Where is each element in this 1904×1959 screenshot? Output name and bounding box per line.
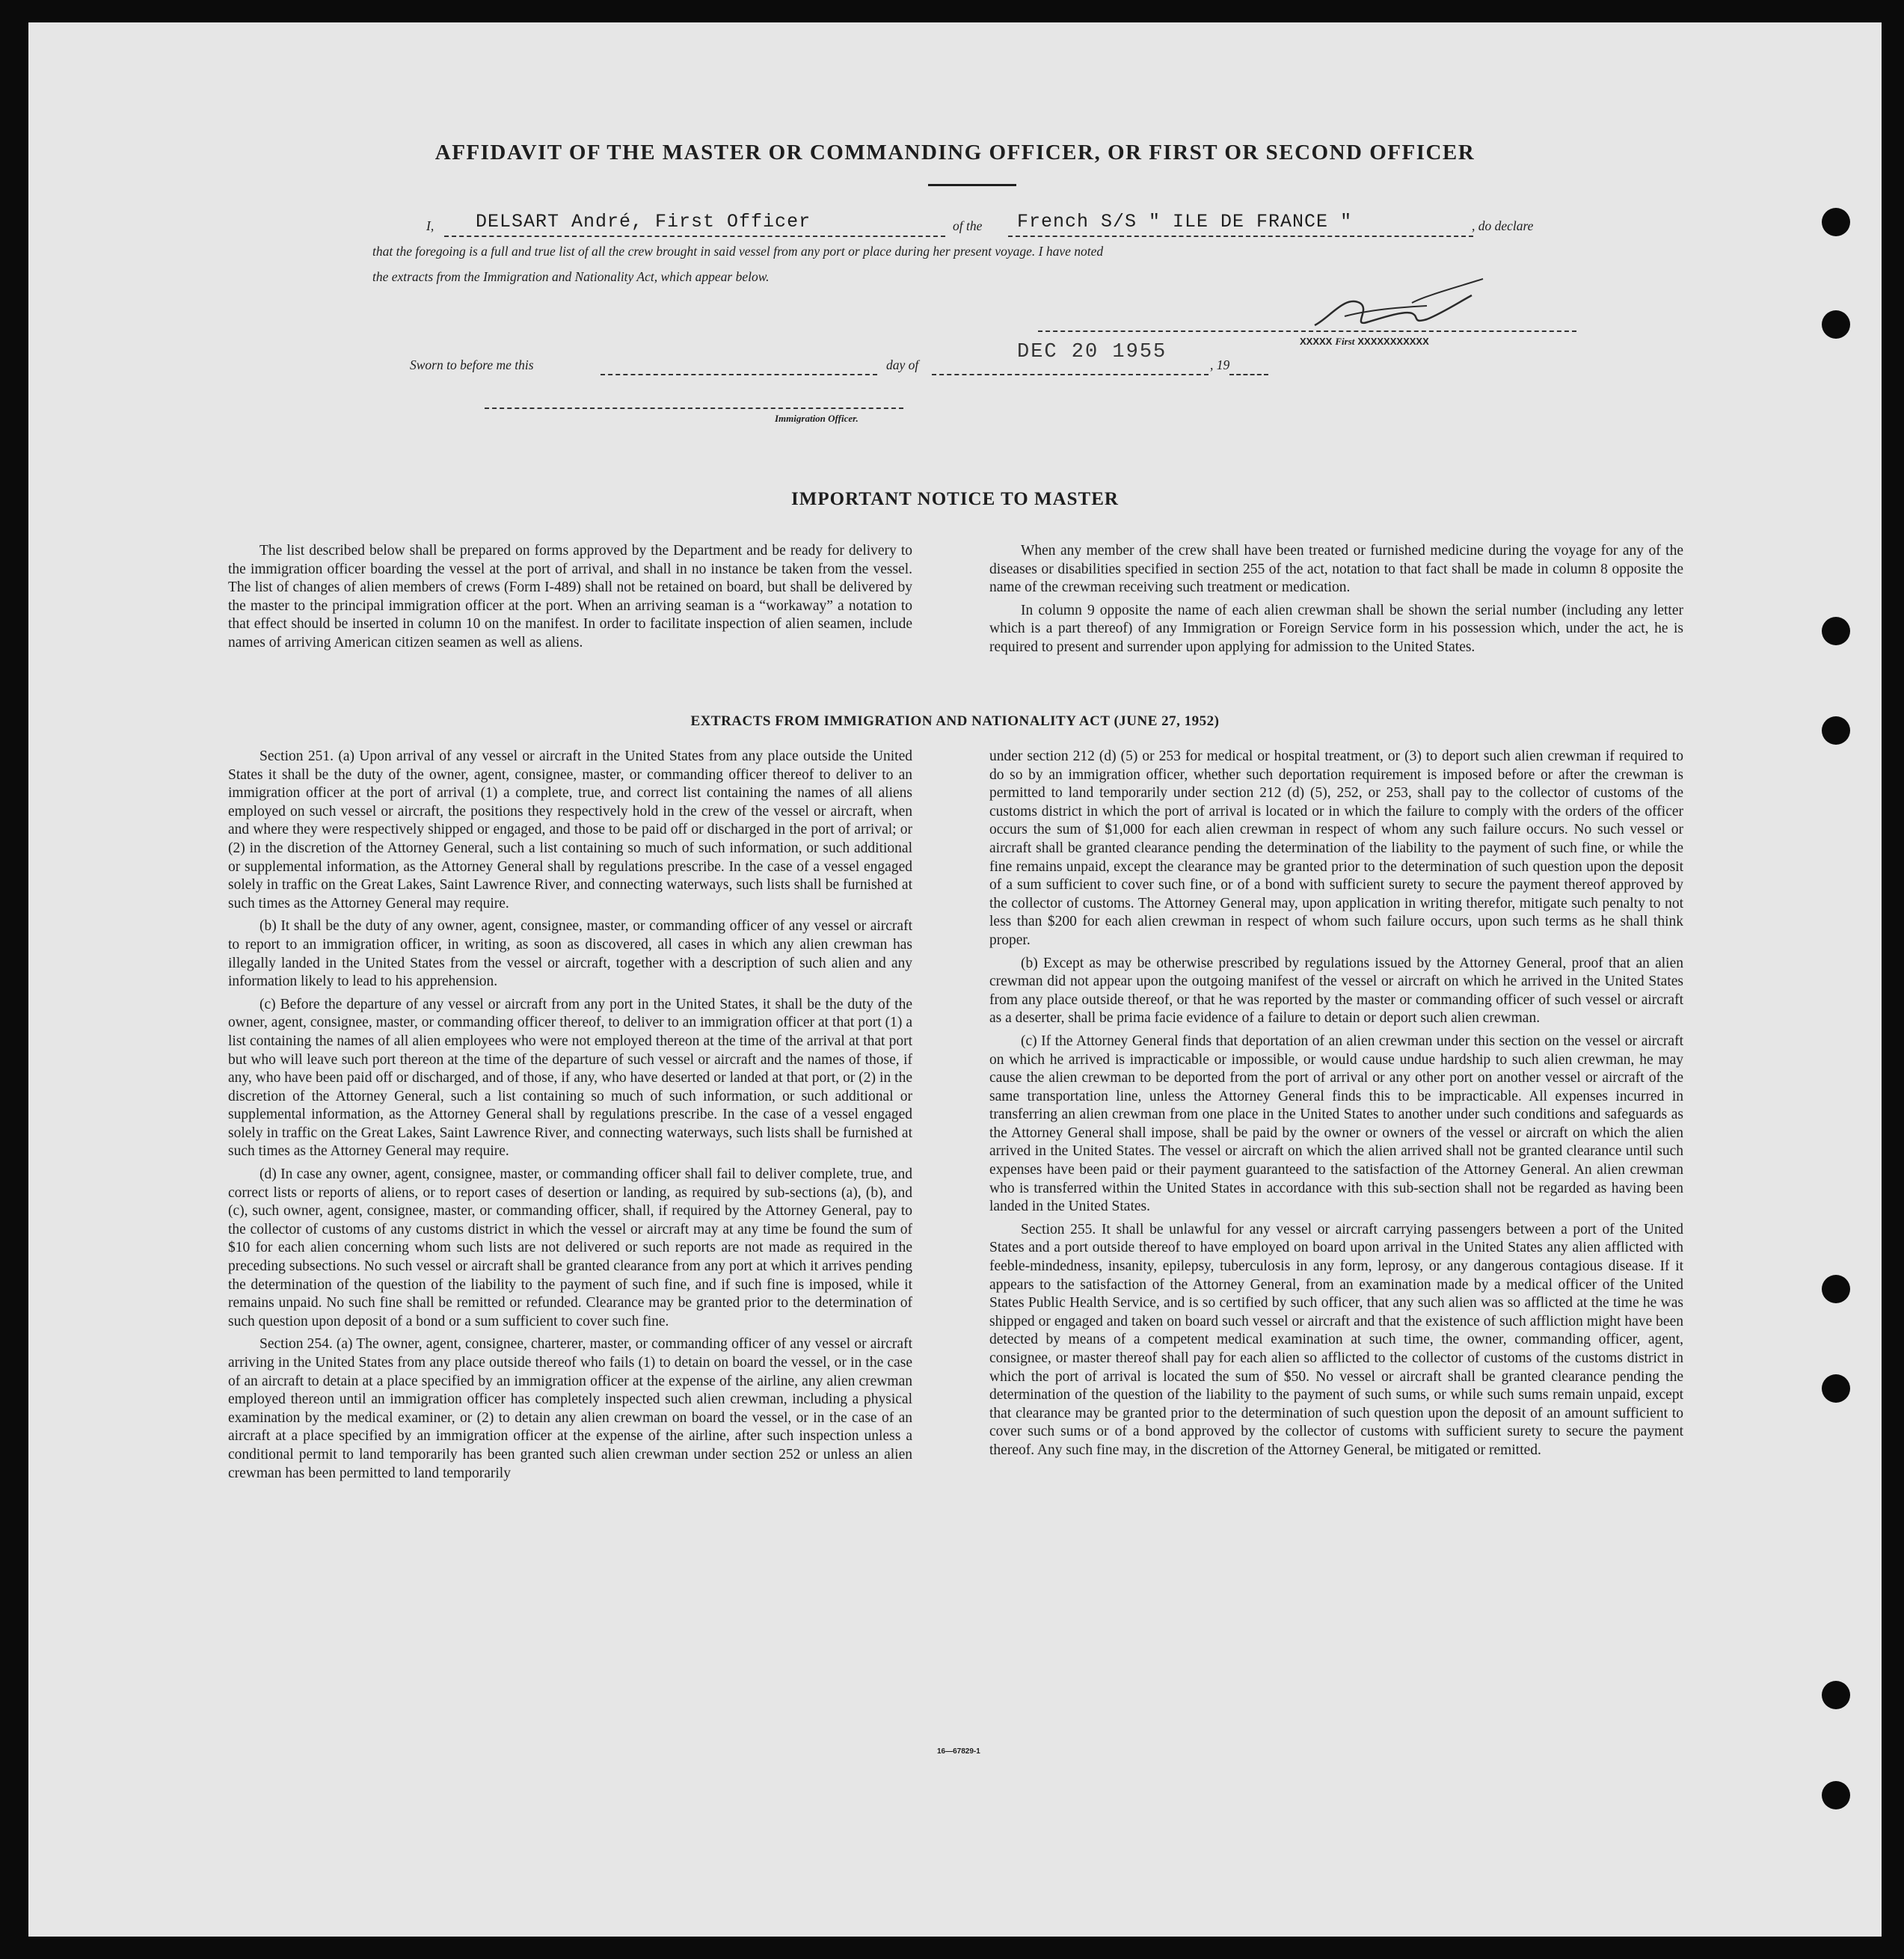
officer-name: DELSART André, First Officer <box>476 211 811 233</box>
section-255: Section 255. It shall be unlawful for any vessel or aircraft carrying passengers between a port of the United States and a port outside thereof to have employed on board upon arrival in the United States any alien afflicted with feeble-mindedness, insanity, epilepsy, tuberculosis in any form, leprosy, or any dangerous contagious disease. If it appears to the satisfaction of the Attorney General, from an examination made by a medical officer of the United States Public Health Service, and is so certified by such officer, that any such alien was so afflicted at the time he was shipped or engaged and taken on board such vessel or aircraft and that the existence of such affliction might have been detected by means of a competent medical examination at such time, the owner, commanding officer, agent, consignee, or master thereof shall pay for each alien so afflicted to the collector of customs of the customs district in which the port of arrival is located the sum of $50. No vessel or aircraft shall be granted clearance pending the determination of the question of the liability to the payment of such sums, or while such sums remain unpaid, except that clearance may be granted prior to the determination of such question upon the deposit of an amount sufficient to cover such sums or of a bond approved by the collector of customs with sufficient surety to secure the payment thereof. Any such fine may, in the discretion of the Attorney General, be mitigated or remitted. <box>989 1221 1683 1458</box>
notice-right-column <box>989 542 1683 657</box>
section-251-b: (b) It shall be the duty of any owner, agent, consignee, master, or commanding officer of any vessel or aircraft to report to an immigration officer, in writing, as soon as discovered, all cases in which any alien crewman has illegally landed in the United States from the vessel or aircraft, together with a description of such alien and any information likely to lead to his apprehension. <box>228 918 912 990</box>
caption-first: First <box>1335 336 1355 347</box>
officer-label: Immigration Officer. <box>775 413 859 424</box>
form-number: 16—67829-1 <box>937 1747 980 1756</box>
section-251-a: Section 251. (a) Upon arrival of any vessel or aircraft in the United States from any place outside the United States it shall be the duty of the owner, agent, consignee, master, or commanding officer thereof to deliver to an immigration officer at the port of arrival (1) a complete, true, and correct list containing the names of all aliens employed on such vessel or aircraft, the positions they respectively hold in the crew of the vessel or aircraft, when and where they were respectively shipped or engaged, and those to be paid off or discharged in the port of arrival; or (2) in the discretion of the Attorney General, such a list containing so much of such information, or such additional or supplemental information, as the Attorney General shall by regulations prescribe. In the case of a vessel engaged solely in traffic on the Great Lakes, Saint Lawrence River, and connecting waterways, such lists shall be furnished at such times as the Attorney General may require. <box>228 748 912 911</box>
label-i: I, <box>426 218 434 233</box>
sworn-label: Sworn to before me this <box>410 357 534 372</box>
declaration-line-2: that the foregoing is a full and true list of all the crew brought in said vessel from any port or place during her present voyage. I have noted <box>372 244 1104 259</box>
affidavit-title: AFFIDAVIT OF THE MASTER OR COMMANDING OFFICER, OR FIRST OR SECOND OFFICER <box>434 141 1475 164</box>
date-stamp: DEC 20 1955 <box>1017 341 1167 363</box>
notice-title: IMPORTANT NOTICE TO MASTER <box>791 489 1119 509</box>
punch-hole-5 <box>1822 1275 1850 1303</box>
label-do-declare: , do declare <box>1472 218 1534 233</box>
punch-hole-4 <box>1822 716 1850 745</box>
punch-hole-6 <box>1822 1374 1850 1403</box>
label-of-the: of the <box>953 218 983 233</box>
signature-line <box>1038 330 1576 332</box>
sworn-day-line <box>601 374 877 375</box>
section-254-c: (c) If the Attorney General finds that deportation of an alien crewman under this section on the vessel or aircraft on which he arrived is impracticable or impossible, or would cause undue hardship to such alien crewman, he may cause the alien crewman to be deported from the port of arrival or any other port on another vessel or aircraft of the same transportation line, unless the Attorney General finds this to be impracticable. All expenses incurred in transferring an alien crewman from one place in the United States to another under such conditions and safeguards as the Attorney General shall impose, shall be paid by the owner or owners of the vessel or aircraft on which the alien arrived in the United States. The vessel or aircraft on which the alien arrived shall not be granted clearance until such expenses have been paid or their payment guaranteed to the satisfaction of the Attorney General. An alien crewman who is transferred within the United States in accordance with this sub-section shall not be regarded as having been landed in the United States. <box>989 1033 1683 1215</box>
title-underline <box>928 184 1016 186</box>
extracts-title: EXTRACTS FROM IMMIGRATION AND NATIONALITY ACT (JUNE 27, 1952) <box>690 713 1220 729</box>
section-251-d: (d) In case any owner, agent, consignee, master, or commanding officer shall fail to deliver complete, true, and correct lists or reports of aliens, or to report cases of desertion or landing, as required by sub-sections (a), (b), and (c), such owner, agent, consignee, master, or commanding officer, shall, if required by the Attorney General, pay to the collector of customs of any customs district in which the vessel or aircraft may at any time be found the sum of $10 for each alien concerning whom such lists are not delivered or such reports are not made as required in the preceding subsections. No such vessel or aircraft shall be granted clearance from any port at which it arrives pending the determination of the question of the liability to the payment of such fine, and if such fine is imposed, while it remains unpaid. No such fine shall be remitted or refunded. Clearance may be granted prior to the determination of such question upon deposit of a bond or a sum sufficient to cover such fine. <box>228 1166 912 1329</box>
vessel-line <box>1008 236 1473 237</box>
officer-signature-line <box>485 408 903 409</box>
notice-left-column <box>228 542 912 653</box>
punch-hole-2 <box>1822 310 1850 339</box>
notice-left-paragraph: The list described below shall be prepared on forms approved by the Department and be ready for delivery to the immigration officer boarding the vessel at the port of arrival, and shall in no instance be taken from the vessel. The list of changes of alien members of crews (Form I-489) shall not be retained on board, but shall be delivered by the master to the principal immigration officer at the port. When an arriving seaman is a “workaway” a notation to that effect should be inserted in column 10 on the manifest. In order to facilitate inspection of alien seamen, include names of arriving American citizen seamen as well as aliens. <box>228 543 912 651</box>
caption-struck-1: XXXXX <box>1300 336 1333 347</box>
sworn-month-line <box>932 374 1209 375</box>
extracts-left-column <box>228 748 912 1483</box>
caption-struck-2: XXXXXXXXXXX <box>1357 336 1429 347</box>
punch-hole-8 <box>1822 1781 1850 1809</box>
punch-hole-1 <box>1822 208 1850 236</box>
signature-image <box>1300 265 1487 340</box>
year-line <box>1229 374 1268 375</box>
document-page <box>28 22 1882 1937</box>
extracts-right-column <box>989 748 1683 1460</box>
section-254-a: Section 254. (a) The owner, agent, consignee, charterer, master, or commanding officer of any vessel or aircraft arriving in the United States from any place outside thereof who fails (1) to detain on board the vessel, or in the case of an aircraft to detain at a place specified by an immigration officer at the expense of the airline, any alien crewman employed thereon until an immigration officer has completely inspected such alien crewman, including a physical examination by the medical examiner, or (2) to detain any alien crewman on board the vessel, or in the case of an aircraft at a place specified by an immigration officer at the expense of the airline, after such inspection unless a conditional permit to land temporarily has been granted such alien crewman under section 252 or unless an alien crewman has been permitted to land temporarily <box>228 1336 912 1481</box>
name-line <box>444 236 945 237</box>
section-254-b: (b) Except as may be otherwise prescribed by regulations issued by the Attorney General, proof that an alien crewman did not appear upon the outgoing manifest of the vessel or aircraft on which he arrived in the United States from any place outside thereof, or that he was reported by the master or commanding officer of such vessel or aircraft as a deserter, shall be prima facie evidence of a failure to detain or deport such alien crewman. <box>989 955 1683 1027</box>
notice-right-paragraph-1: When any member of the crew shall have been treated or furnished medicine during the voyage for any of the diseases or disabilities specified in section 255 of the act, notation to that fact shall be made in column 8 opposite the name of the crewman receiving such treatment or medication. <box>989 543 1683 596</box>
punch-hole-3 <box>1822 617 1850 645</box>
signature-caption <box>1300 335 1429 348</box>
day-of-label: day of <box>886 357 919 372</box>
notice-right-paragraph-2: In column 9 opposite the name of each alien crewman shall be shown the serial number (including any letter which is a part thereof) of any Immigration or Foreign Service form in his possession which, under the act, he is required to present and surrender upon applying for admission to the United States. <box>989 602 1683 655</box>
declaration-line-3: the extracts from the Immigration and Nationality Act, which appear below. <box>372 269 770 284</box>
section-254-a-continued: under section 212 (d) (5) or 253 for medical or hospital treatment, or (3) to deport such alien crewman if required to do so by an immigration officer, whether such deportation requirement is imposed before or after the crewman is permitted to land temporarily under section 212 (d) (5), 252, or 253, shall pay to the collector of customs of the customs district in which the port of arrival is located or in which the failure to comply with the orders of the officer occurs the sum of $1,000 for each alien crewman in respect of whom any such failure occurs. No such vessel or aircraft shall be granted clearance pending the determination of the liability to the payment of such fine, or while the fine remains unpaid, except the clearance may be granted prior to the determination of such question upon the deposit of a sum sufficient to cover such fine, or of a bond with sufficient surety to secure the payment thereof approved by the collector of customs. The Attorney General may, upon application in writing therefor, mitigate such penalty to not less than $200 for each alien crewman in respect of whom such failure occurs, upon such terms as he shall think proper. <box>989 748 1683 948</box>
vessel-name: French S/S " ILE DE FRANCE " <box>1017 211 1353 233</box>
year-prefix: , 19 <box>1210 357 1230 372</box>
punch-hole-7 <box>1822 1681 1850 1709</box>
section-251-c: (c) Before the departure of any vessel or aircraft from any port in the United States, it shall be the duty of the owner, agent, consignee, master, or commanding officer thereof, to deliver to an immigration officer at that port (1) a list containing the names of all alien employees who were not employed thereon at the time of the arrival at that port but who will leave such port thereon at the time of the departure of such vessel or aircraft and the names of those, if any, who have been paid off or discharged, and of those, if any, who have deserted or landed at that port, or (2) in the discretion of the Attorney General, such a list containing so much of such information, or such additional or supplemental information, as the Attorney General shall by regulations prescribe. In the case of a vessel engaged solely in traffic on the Great Lakes, Saint Lawrence River, and connecting waterways, such lists shall be furnished at such times as the Attorney General may require. <box>228 996 912 1160</box>
